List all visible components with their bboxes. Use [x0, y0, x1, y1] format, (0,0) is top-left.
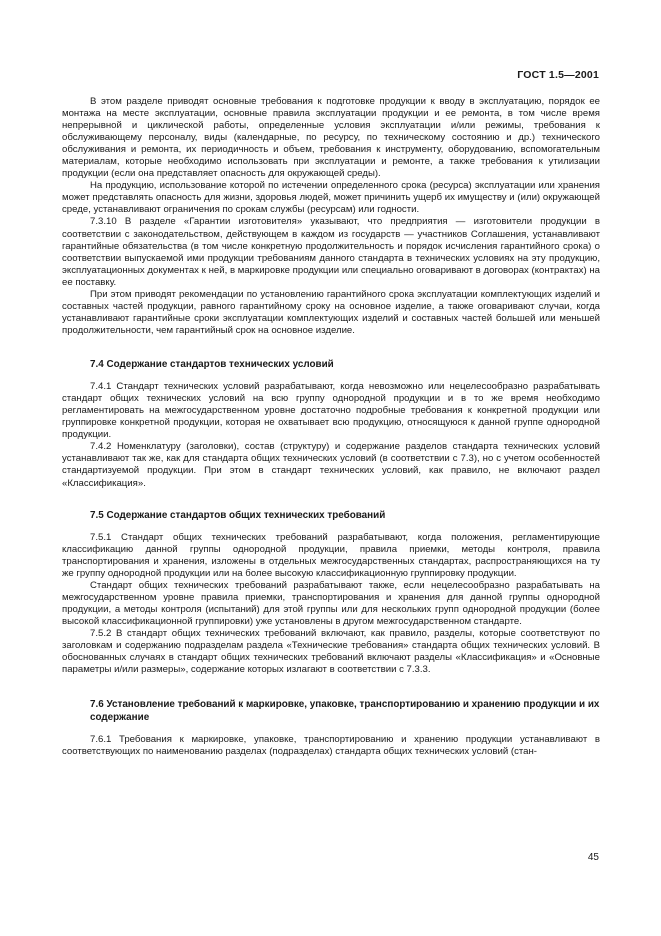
section-heading-7-5: 7.5 Содержание стандартов общих технических требований	[90, 509, 386, 521]
section-heading-7-4: 7.4 Содержание стандартов технических условий	[90, 358, 334, 370]
section-heading-7-6: 7.6 Установление требований к маркировке, упаковке, транспортированию и хранению продукции и их содержание	[90, 699, 600, 723]
paragraph-7-4-1: 7.4.1 Стандарт технических условий разрабатывают, когда невозможно или нецелесообразно разрабатывать стандарт общих технических условий на всю группу однородной продукции и в то же время необходимо регламентировать на межгосударственном уровне достаточно подробные требования к конкретной продукции или группировке конкретной продукции, которая не охватывает всю продукцию, относящуюся к данной группе однородной продукции.	[62, 381, 600, 441]
paragraph-7-5-1: 7.5.1 Стандарт общих технических требований разрабатывают, когда положения, регламентирующие классификацию данной группы однородной продукции, правила приемки, методы контроля, правила транспортирования и хранения, изложены в отдельных межгосударственных стандартах, распространяющихся на ту же группу однородной продукции или на более высокую классификационную группировку продукции.	[62, 531, 600, 579]
paragraph-warranty-recommendations: При этом приводят рекомендации по установлению гарантийного срока эксплуатации комплектующих изделий и составных частей продукции, равного гарантийному сроку на основное изделие, а также оговаривают случаи, когда устанавливают гарантийные сроки эксплуатации комплектующих изделий и составных частей большей или меньшей продолжительности, чем гарантийный срок на основное изделие.	[62, 288, 600, 336]
page-body	[62, 96, 600, 758]
page-number: 45	[587, 852, 599, 863]
paragraph-7-4-2: 7.4.2 Номенклатуру (заголовки), состав (структуру) и содержание разделов стандарта технических условий устанавливают так же, как для стандарта общих технических условий (в соответствии с 7.3), но с учетом особенностей стандартизуемой продукции. При этом в стандарт технических условий, как правило, не включают раздел «Классификация».	[62, 441, 600, 489]
paragraph-7-6-1: 7.6.1 Требования к маркировке, упаковке, транспортированию и хранению продукции устанавливают в соответствующих по наименованию разделах (подразделах) стандарта общих технических условий (стан-	[62, 733, 600, 757]
paragraph-service-life: На продукцию, использование которой по истечении определенного срока (ресурса) эксплуатации или хранения может представлять опасность для жизни, здоровья людей, может причинить ущерб их имуществу и (или) окружающей среде, устанавливают ограничения по срокам службы (ресурсам) или годности.	[62, 180, 600, 216]
document-code-header: ГОСТ 1.5—2001	[517, 69, 599, 81]
paragraph-7-5-2: 7.5.2 В стандарт общих технических требований включают, как правило, разделы, которые соответствуют по заголовкам и содержанию подразделам раздела «Технические требования» стандарта общих технических условий. В обоснованных случаях в стандарт общих технических требований включают разделы «Классификация» и «Основные параметры и/или размеры», содержание которых излагают в соответствии с 7.3.3.	[62, 628, 600, 676]
paragraph-intro: В этом разделе приводят основные требования к подготовке продукции к вводу в эксплуатацию, порядок ее монтажа на месте эксплуатации, основные правила эксплуатации продукции и ее ремонта, в том числе время непрерывной и циклической работы, определенные условия эксплуатации и/или режимы, требования к обслуживающему персоналу, виды (календарные, по ресурсу, по техническому состоянию и др.) технического обслуживания и ремонта, их периодичность и объем, требования к инструменту, оборудованию, вспомогательным материалам, которые необходимо использовать при эксплуатации и ремонте, а также требования к утилизации продукции (если она представляет опасность для окружающей среды).	[62, 96, 600, 180]
paragraph-7-3-10: 7.3.10 В разделе «Гарантии изготовителя» указывают, что предприятия — изготовители продукции в соответствии с законодательством, действующем в каждом из государств — участников Соглашения, устанавливают гарантийные обязательства (в том числе конкретную продолжительность и порядок исчисления гарантийного срока) о соответствии выпускаемой ими продукции требованиям данного стандарта в технических условиях на эту продукцию, эксплуатационных документах к ней, в маркировке продукции или специально оговаривают в договорах (контрактах) на ее поставку.	[62, 216, 600, 288]
paragraph-7-5-1-continued: Стандарт общих технических требований разрабатывают также, если нецелесообразно разрабатывать на межгосударственном уровне правила приемки, транспортирования и хранения для данной группы однородной продукции, а методы контроля (испытаний) для этой группы или для нескольких групп однородной продукции (более высокой классификационной группировки) уже установлены в другом межгосударственном стандарте.	[62, 579, 600, 628]
